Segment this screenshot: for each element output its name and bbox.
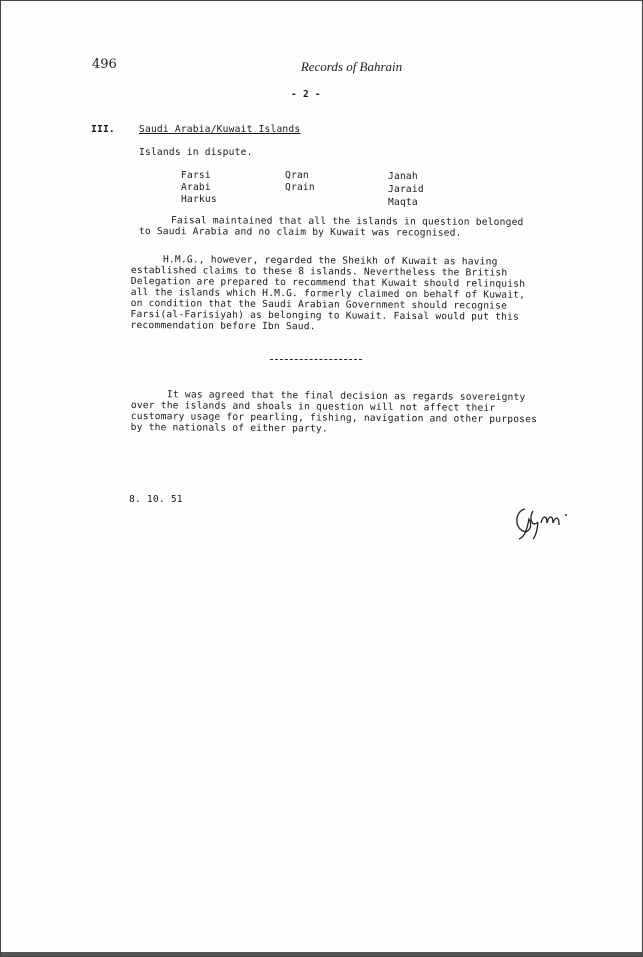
island-name: Jaraid (388, 184, 424, 195)
paragraph-line: customary usage for pearling, fishing, navigation and other purposes (130, 410, 538, 426)
paragraph-line: recommendation before Ibn Saud. (130, 319, 316, 333)
document-date: 8. 10. 51 (129, 494, 183, 505)
paragraph-line: to Saudi Arabia and no claim by Kuwait was recognised. (138, 225, 462, 239)
paragraph-line: It was agreed that the final decision as regards sovereignty (166, 389, 526, 404)
page-header (1, 57, 642, 79)
island-name: Harkus (181, 194, 217, 205)
paragraph-hmg-position (130, 254, 525, 334)
paragraph-line: over the islands and shoals in question will not affect their (130, 399, 496, 414)
island-name: Qran (285, 170, 309, 181)
paragraph-agreement (131, 389, 538, 436)
handwritten-signature (511, 501, 571, 546)
paragraph-faisal-claim (139, 215, 524, 239)
section-divider (270, 359, 362, 360)
paragraph-line: Delegation are prepared to recommend that Kuwait should relinquish (130, 275, 526, 290)
island-name: Farsi (181, 170, 211, 181)
page-sequence-number: - 2 - (291, 89, 321, 100)
paragraph-line: on condition that the Saudi Arabian Government should recognise (130, 297, 508, 312)
running-title: Records of Bahrain (300, 59, 403, 74)
page-number: 496 (92, 57, 117, 72)
paragraph-line: by the nationals of either party. (130, 421, 328, 435)
island-name: Janah (388, 171, 418, 182)
island-name: Arabi (181, 182, 211, 193)
island-name: Qrain (285, 182, 315, 193)
paragraph-line: Faisal maintained that all the islands in question belonged (170, 215, 524, 229)
section-subtitle: Islands in dispute. (139, 147, 253, 158)
paragraph-line: Farsi(al-Farisiyah) as belonging to Kuwait. Faisal would put this (130, 308, 520, 323)
paragraph-line: established claims to these 8 islands. Nevertheless the British (130, 264, 508, 279)
paragraph-line: H.M.G., however, regarded the Sheikh of Kuwait as having (162, 254, 498, 268)
section-title: Saudi Arabia/Kuwait Islands (139, 124, 301, 135)
section-number: III. (91, 124, 115, 135)
paragraph-line: all the islands which H.M.G. formerly claimed on behalf of Kuwait, (130, 286, 526, 301)
island-name: Maqta (388, 197, 418, 208)
